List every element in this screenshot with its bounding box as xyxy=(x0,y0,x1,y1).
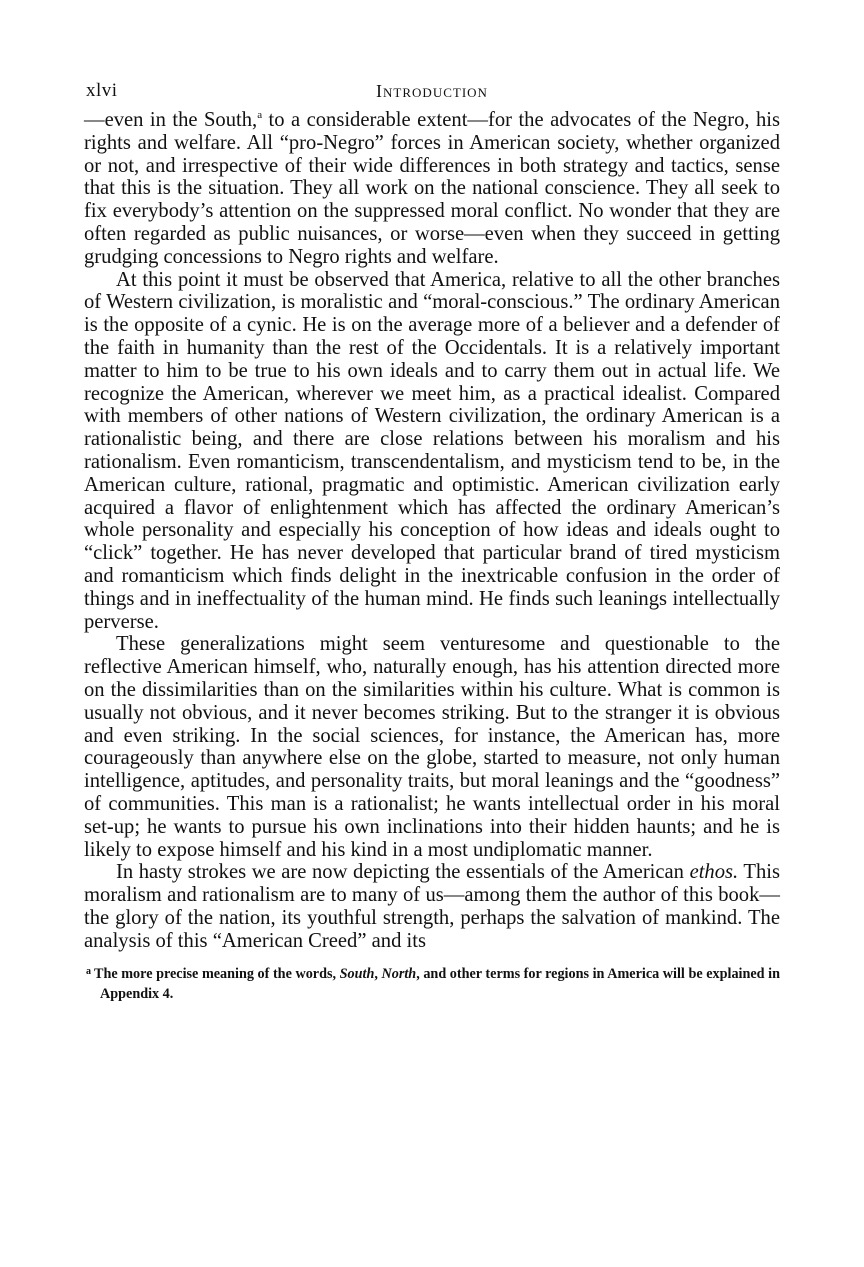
footnote-separator: , xyxy=(374,966,382,983)
footnote xyxy=(84,962,780,1004)
book-page xyxy=(84,78,780,1004)
paragraph-4-rest: This moralism and rationalism are to many of us—among them the author of this book—the glory of the nation, its youthful strength, perhaps the salvation of mankind. The analysis of this “American Creed” and its xyxy=(84,861,781,952)
footnote-reference: a xyxy=(257,109,263,121)
footnote-rest: , and other terms for regions in America will be explained in Appendix 4. xyxy=(100,966,780,1003)
footnote-mark: a xyxy=(86,966,91,978)
body-text xyxy=(84,109,780,952)
paragraph-4-lead: In hasty strokes we are now depicting the essentials of the American xyxy=(116,861,690,884)
footnote-term-north: North xyxy=(381,966,417,983)
footnote-lead: The more precise meaning of the words, xyxy=(94,966,340,983)
paragraph-3: These generalizations might seem venturesome and questionable to the reflective American himself, who, naturally enough, has his attention directed more on the dissimilarities than on the similarities within his culture. What is common is usually not obvious, and it never becomes striking. But to the stranger it is obvious and even striking. In the social sciences, for instance, the American has, more courageously than anywhere else on the globe, started to measure, not only human intelligence, aptitudes, and personality traits, but moral leanings and the “goodness” of communities. This man is a rationalist; he wants intellectual order in his moral set-up; he wants to pursue his own inclinations into their hidden haunts; and he is likely to expose himself and his kind in a most undiplomatic manner. xyxy=(84,633,780,861)
paragraph-2: At this point it must be observed that America, relative to all the other branches of Western civilization, is moralistic and “moral-conscious.” The ordinary American is the opposite of a cynic. He is on the average more of a believer and a defender of the faith in humanity than the rest of the Occidentals. It is a relatively important matter to him to be true to his own ideals and to carry them out in actual life. We recognize the American, wherever we meet him, as a practical idealist. Compared with members of other nations of Western civilization, the ordinary American is a rationalistic being, and there are close relations between his moralism and his rationalism. Even romanticism, transcendentalism, and mysticism tend to be, in the American culture, rational, pragmatic and optimistic. American civilization early acquired a flavor of enlightenment which has affected the ordinary American’s whole personality and especially his conception of how ideas and ideals ought to “click” together. He has never developed that particular brand of tired mysticism and romanticism which finds delight in the inextricable confusion in the order of things and in ineffectuality of the human mind. He finds such leanings intellectually perverse. xyxy=(84,268,780,633)
footnote-term-south: South xyxy=(339,966,375,983)
running-head xyxy=(84,78,780,104)
paragraph-1-rest: to a considerable extent—for the advocates of the Negro, his rights and welfare. All “pro-Negro” forces in American society, whether organized or not, and irrespective of their wide differences in both strategy and tactics, sense that this is the situation. They all work on the national conscience. They all seek to fix everybody’s attention on the suppressed moral conflict. No wonder that they are often regarded as public nuisances, or worse—even when they succeed in getting grudging concessions to Negro rights and welfare. xyxy=(84,109,780,268)
ethos-term: ethos. xyxy=(689,861,739,884)
paragraph-4 xyxy=(84,861,780,952)
page-number: xlvi xyxy=(86,80,118,101)
running-title: Introduction xyxy=(376,81,488,101)
paragraph-1-start: —even in the South, xyxy=(84,109,258,131)
paragraph-1 xyxy=(84,109,780,269)
